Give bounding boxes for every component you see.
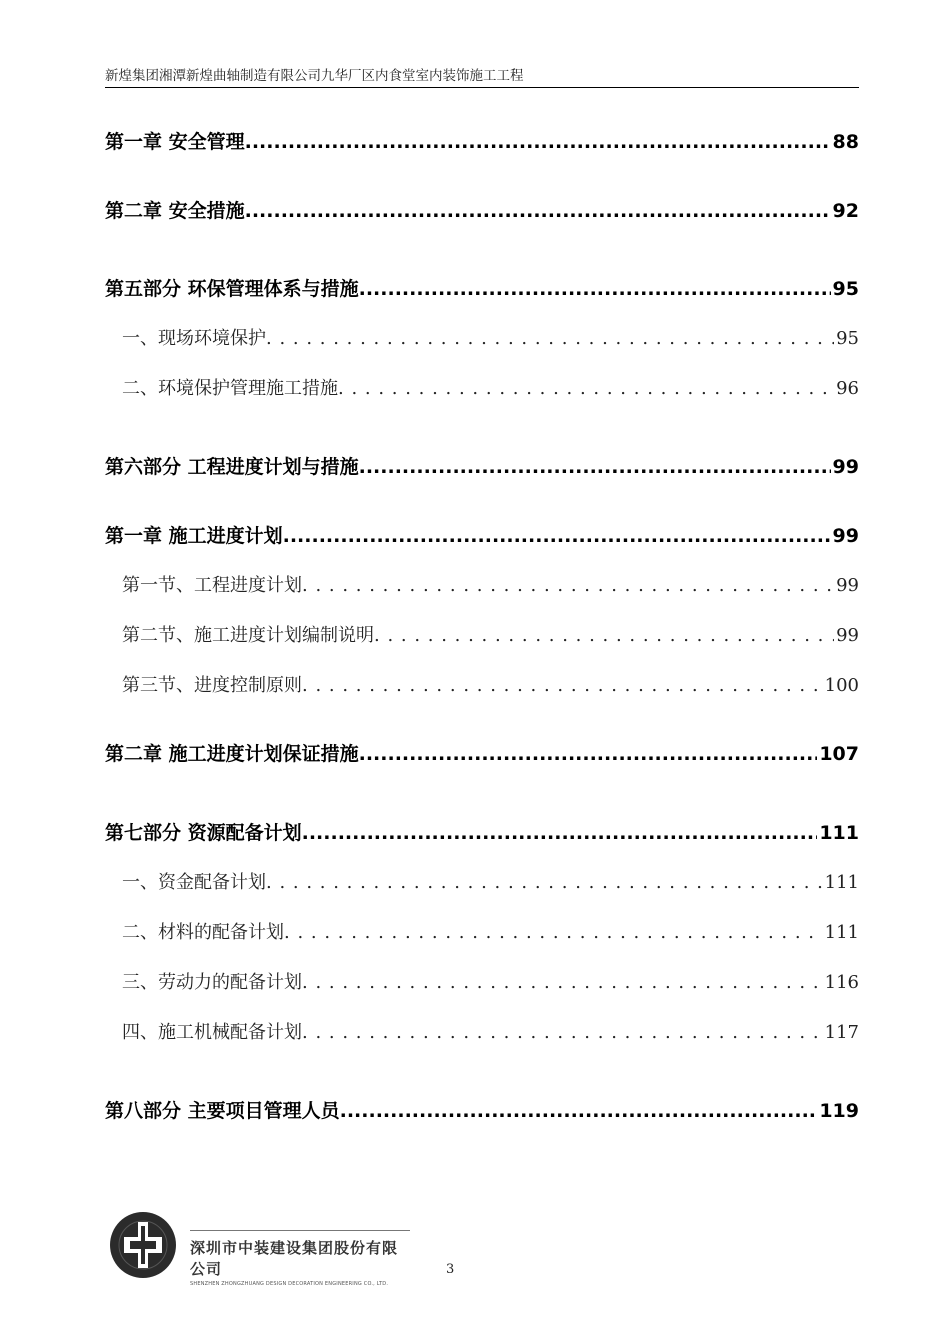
toc-entry-page: 117 xyxy=(824,1022,859,1043)
toc-entry[interactable] xyxy=(122,324,859,350)
toc-entry-page: 111 xyxy=(819,822,859,844)
toc-dot-leader xyxy=(359,456,831,478)
toc-entry[interactable] xyxy=(105,521,859,548)
toc-dot-leader xyxy=(245,131,831,153)
toc-entry[interactable] xyxy=(122,621,859,647)
toc-entry[interactable] xyxy=(105,127,859,154)
toc-entry-page: 116 xyxy=(824,972,859,993)
toc-dot-leader xyxy=(266,328,834,349)
toc-dot-leader xyxy=(302,1022,823,1043)
toc-entry[interactable] xyxy=(105,452,859,479)
toc-entry[interactable] xyxy=(105,196,859,223)
toc-dot-leader xyxy=(302,972,823,993)
toc-entry[interactable] xyxy=(122,968,859,994)
toc-dot-leader xyxy=(284,922,823,943)
toc-entry-page: 111 xyxy=(824,922,859,943)
toc-entry-label: 一、现场环境保护 xyxy=(122,328,266,349)
toc-entry-page: 99 xyxy=(832,525,859,547)
toc-dot-leader xyxy=(302,822,818,844)
toc-entry-page: 107 xyxy=(819,743,859,765)
toc-entry-label: 第一节、工程进度计划 xyxy=(122,575,302,596)
toc-entry[interactable] xyxy=(105,818,859,845)
toc-dot-leader xyxy=(245,200,831,222)
toc-entry[interactable] xyxy=(105,274,859,301)
toc-entry-page: 92 xyxy=(832,200,859,222)
toc-entry[interactable] xyxy=(122,571,859,597)
toc-dot-leader xyxy=(359,743,818,765)
toc-dot-leader xyxy=(359,278,831,300)
toc-entry-page: 96 xyxy=(836,378,859,399)
toc-entry-label: 三、劳动力的配备计划 xyxy=(122,972,302,993)
toc-entry[interactable] xyxy=(105,1096,859,1123)
toc-entry-label: 二、环境保护管理施工措施 xyxy=(122,378,338,399)
toc-entry-page: 95 xyxy=(832,278,859,300)
toc-entry-page: 99 xyxy=(836,575,859,596)
toc-dot-leader xyxy=(374,625,834,646)
toc-entry-label: 四、施工机械配备计划 xyxy=(122,1022,302,1043)
toc-entry-label: 第一章 安全管理 xyxy=(105,131,245,153)
header-title: 新煌集团湘潭新煌曲轴制造有限公司九华厂区内食堂室内装饰施工工程 xyxy=(105,68,524,84)
toc-dot-leader xyxy=(266,872,823,893)
toc-dot-leader xyxy=(283,525,831,547)
toc-entry-page: 88 xyxy=(832,131,859,153)
zhongzhuang-logo-icon xyxy=(108,1210,178,1280)
toc-entry-label: 二、材料的配备计划 xyxy=(122,922,284,943)
toc-entry-label: 第一章 施工进度计划 xyxy=(105,525,283,547)
toc-entry-label: 第二章 施工进度计划保证措施 xyxy=(105,743,359,765)
company-name-en: SHENZHEN ZHONGZHUANG DESIGN DECORATION ENGINEERING CO., LTD. xyxy=(190,1281,389,1287)
toc-entry-page: 99 xyxy=(836,625,859,646)
toc-entry[interactable] xyxy=(122,918,859,944)
toc-entry[interactable] xyxy=(122,1018,859,1044)
page-number: 3 xyxy=(446,1262,455,1277)
toc-entry-label: 第二章 安全措施 xyxy=(105,200,245,222)
toc-entry-page: 119 xyxy=(819,1100,859,1122)
toc-entry-label: 第八部分 主要项目管理人员 xyxy=(105,1100,340,1122)
toc-dot-leader xyxy=(338,378,834,399)
toc-entry-page: 111 xyxy=(824,872,859,893)
toc-entry-page: 95 xyxy=(836,328,859,349)
toc-dot-leader xyxy=(340,1100,818,1122)
toc-entry-label: 一、资金配备计划 xyxy=(122,872,266,893)
toc-entry-label: 第二节、施工进度计划编制说明 xyxy=(122,625,374,646)
toc-entry-label: 第五部分 环保管理体系与措施 xyxy=(105,278,359,300)
toc-entry-label: 第七部分 资源配备计划 xyxy=(105,822,302,844)
toc-dot-leader xyxy=(302,575,834,596)
company-name-cn: 深圳市中装建设集团股份有限公司 xyxy=(190,1239,399,1278)
toc-entry[interactable] xyxy=(122,671,859,697)
toc-entry[interactable] xyxy=(105,739,859,766)
toc-entry-page: 99 xyxy=(832,456,859,478)
toc-entry[interactable] xyxy=(122,374,859,400)
toc-entry[interactable] xyxy=(122,868,859,894)
toc-entry-label: 第三节、进度控制原则 xyxy=(122,675,302,696)
toc-dot-leader xyxy=(302,675,823,696)
toc-entry-page: 100 xyxy=(824,675,859,696)
toc-entry-label: 第六部分 工程进度计划与措施 xyxy=(105,456,359,478)
company-block xyxy=(190,1230,410,1287)
